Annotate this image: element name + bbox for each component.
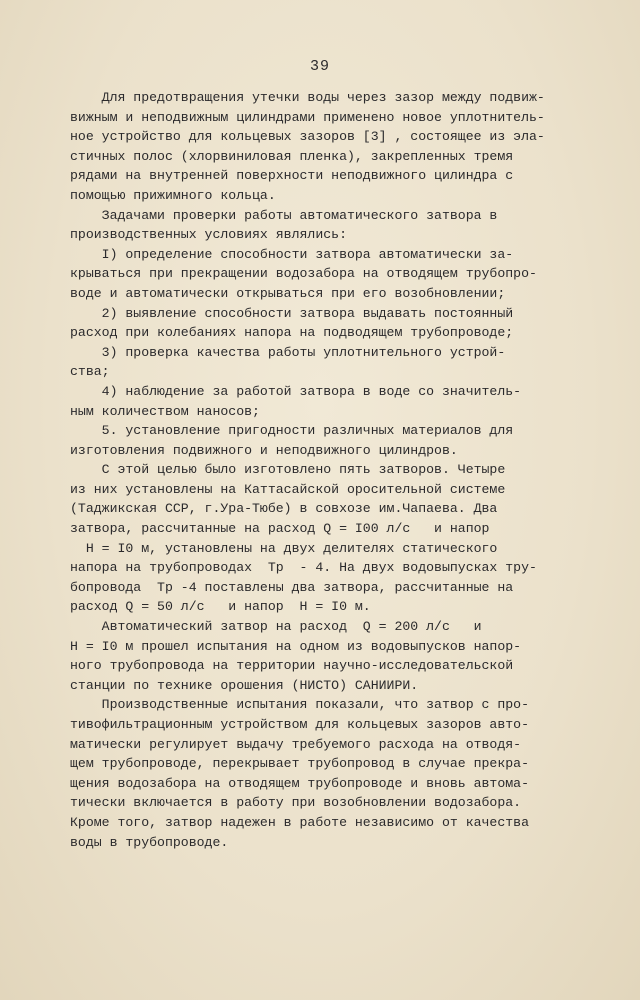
- text-line: Для предотвращения утечки воды через зазор между подвиж-: [70, 90, 545, 105]
- text-line: ного трубопровода на территории научно-исследовательской: [70, 658, 514, 674]
- text-line: крываться при прекращении водозабора на отводящем трубопро-: [70, 266, 537, 282]
- text-line: станции по технике орошения (НИСТО) САНИИРИ.: [70, 677, 419, 693]
- text-line: расход при колебаниях напора на подводящем трубопроводе;: [70, 325, 514, 341]
- text-line: Кроме того, затвор надежен в работе независимо от качества: [70, 814, 529, 830]
- text-line: расход Q = 50 л/с и напор H = I0 м.: [70, 599, 371, 615]
- text-line: 4) наблюдение за работой затвора в воде со значитель-: [70, 383, 522, 399]
- text-line: тивофильтрационным устройством для кольцевых зазоров авто-: [70, 717, 529, 732]
- text-line: 2) выявление способности затвора выдавать постоянный: [70, 305, 514, 321]
- text-line: вижным и неподвижным цилиндрами применено новое уплотнитель-: [70, 109, 545, 125]
- text-line: воды в трубопроводе.: [70, 834, 229, 850]
- text-line: Задачами проверки работы автоматического затвора в: [70, 207, 498, 223]
- text-line: рядами на внутренней поверхности неподвижного цилиндра с: [70, 168, 514, 184]
- page-number: 39: [309, 58, 330, 75]
- body-text: [70, 88, 590, 852]
- text-line: напора на трубопроводах Tр - 4. На двух водовыпусках тру-: [70, 560, 537, 576]
- text-line: помощью прижимного кольца.: [70, 187, 276, 203]
- text-line: Автоматический затвор на расход Q = 200 л/с и: [70, 619, 482, 635]
- text-line: затвора, рассчитанные на расход Q = I00 л/с и напор: [70, 521, 490, 537]
- text-line: воде и автоматически открываться при его возобновлении;: [70, 285, 506, 301]
- text-line: стичных полос (хлорвиниловая пленка), закрепленных тремя: [70, 148, 514, 164]
- text-line: I) определение способности затвора автоматически за-: [70, 246, 514, 262]
- text-line: изготовления подвижного и неподвижного цилиндров.: [70, 442, 458, 458]
- text-line: H = I0 м, установлены на двух делителях статического: [70, 540, 498, 556]
- text-line: щем трубопроводе, перекрывает трубопровод в случае прекра-: [70, 756, 529, 772]
- text-line: тически включается в работу при возобновлении водозабора.: [70, 795, 522, 811]
- text-line: ным количеством наносов;: [70, 403, 260, 419]
- text-line: производственных условиях являлись:: [70, 227, 347, 243]
- text-line: (Таджикская ССР, г.Ура-Тюбе) в совхозе им.Чапаева. Два: [70, 501, 498, 517]
- text-line: С этой целью было изготовлено пять затворов. Четыре: [70, 462, 506, 478]
- text-line: из них установлены на Каттасайской оросительной системе: [70, 481, 506, 497]
- text-line: 5. установление пригодности различных материалов для: [70, 423, 514, 439]
- text-line: матически регулирует выдачу требуемого расхода на отводя-: [70, 736, 522, 752]
- text-line: Производственные испытания показали, что затвор с про-: [70, 697, 529, 713]
- text-line: щения водозабора на отводящем трубопроводе и вновь автома-: [70, 775, 529, 791]
- text-line: H = I0 м прошел испытания на одном из водовыпусков напор-: [70, 638, 522, 654]
- text-line: ное устройство для кольцевых зазоров [3] , состоящее из эла-: [70, 129, 545, 145]
- text-line: бопровода Tр -4 поставлены два затвора, рассчитанные на: [70, 579, 514, 595]
- text-line: 3) проверка качества работы уплотнительного устрой-: [70, 344, 506, 360]
- text-line: ства;: [70, 364, 110, 380]
